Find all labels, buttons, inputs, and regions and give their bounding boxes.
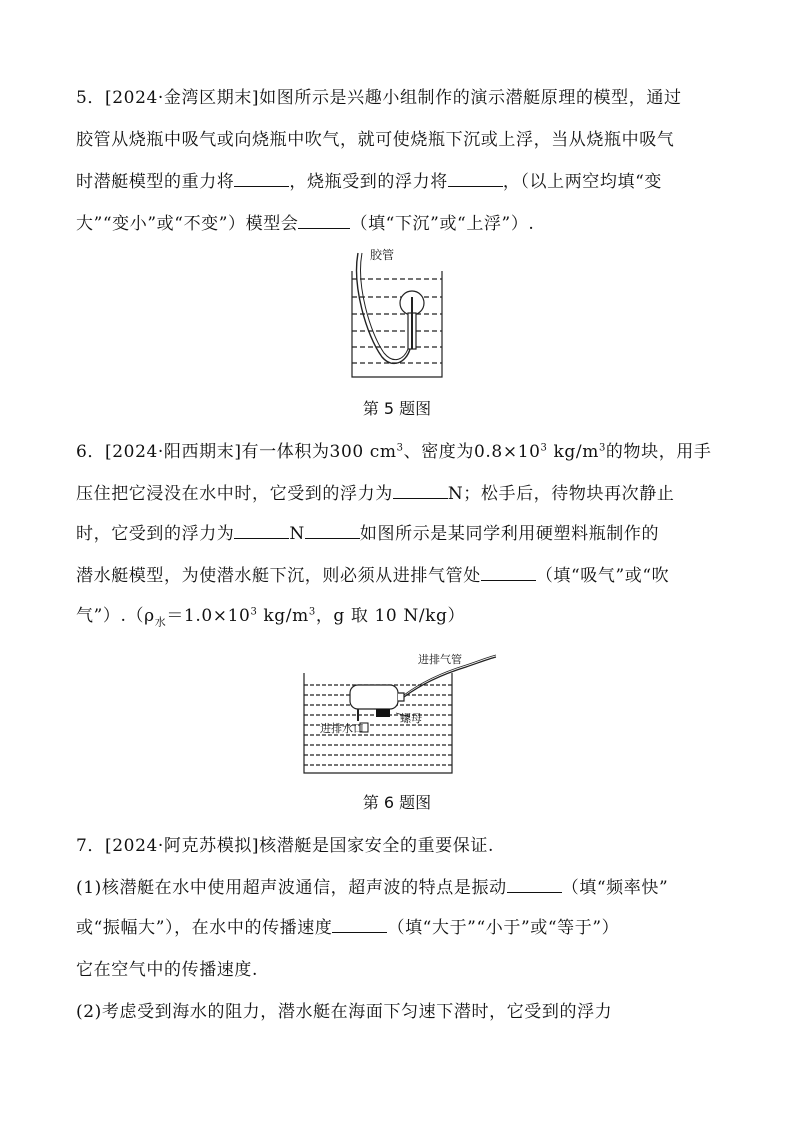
q6-blank-3[interactable] bbox=[305, 522, 360, 539]
q7-line-5: (2)考虑受到海水的阻力，潜水艇在海面下匀速下潜时，它受到的浮力 bbox=[76, 1002, 613, 1022]
plastic-bottle bbox=[350, 685, 398, 709]
q5-blank-1[interactable] bbox=[234, 170, 289, 187]
q6-line-2: 压住把它浸没在水中时，它受到的浮力为 N；松手后，待物块再次静止 bbox=[76, 484, 675, 504]
q6-figure-caption: 第 6 题图 bbox=[362, 793, 432, 812]
q5-line-1: 5．[2024·金湾区期末]如图所示是兴趣小组制作的演示潜艇原理的模型，通过 bbox=[76, 88, 682, 108]
q5-line-2: 胶管从烧瓶中吸气或向烧瓶中吹气，就可使烧瓶下沉或上浮，当从烧瓶中吸气 bbox=[76, 130, 675, 150]
q6-submarine-bottle-figure bbox=[300, 645, 510, 777]
q7-line-4: 它在空气中的传播速度. bbox=[76, 960, 259, 980]
q5-submarine-flask-figure bbox=[346, 245, 450, 383]
port-label: 进排水口 bbox=[320, 722, 364, 735]
q5-blank-3[interactable] bbox=[298, 212, 350, 229]
q6-blank-2[interactable] bbox=[234, 522, 289, 539]
q6-line-5: 气$”).(\rho_水=1.0\times 10^3$ $kg/m^3$，g 取 10 N/kg） bbox=[76, 606, 466, 629]
q5-figure-caption: 第 5 题图 bbox=[362, 399, 432, 418]
q5-blank-2[interactable] bbox=[448, 170, 503, 187]
q6-line-4: 潜水艇模型，为使潜水艇下沉，则必须从进排气管处 （填“吸气”或“吹 bbox=[76, 566, 670, 586]
q5-line-3: 时潜艇模型的重力将 ，烧瓶受到的浮力将 ，（以上两空均填“变 bbox=[76, 172, 663, 192]
pipe-label: 进排气管 bbox=[418, 653, 462, 666]
tube-label: 胶管 bbox=[370, 248, 395, 262]
q7-blank-2[interactable] bbox=[332, 916, 387, 933]
q7-blank-1[interactable] bbox=[507, 876, 562, 893]
q5-line-4: 大”“变小”或“不变”）模型会 （填“下沉”或“上浮”）. bbox=[76, 214, 535, 234]
nut-label: 螺母 bbox=[400, 712, 422, 725]
q7-line-3: 或“振幅大”），在水中的传播速度 （填“大于”“小于”或“等于”） bbox=[76, 918, 620, 938]
q6-blank-1[interactable] bbox=[393, 482, 448, 499]
q7-line-2: (1)核潜艇在水中使用超声波通信，超声波的特点是振动 （填“频率快” bbox=[76, 878, 669, 898]
q6-line-3: 时，它受到的浮力为 N 如图所示是某同学利用硬塑料瓶制作的 bbox=[76, 524, 660, 544]
nut bbox=[376, 709, 390, 717]
q6-blank-4[interactable] bbox=[481, 564, 536, 581]
q6-line-1: 6．[2024·阳西期末]有一体积为300 $cm^3$、密度为$0.8\times 10^3$ $kg/m^3$的物块，用手 bbox=[76, 442, 712, 462]
q7-line-1: 7．[2024·阿克苏模拟]核潜艇是国家安全的重要保证. bbox=[76, 836, 494, 856]
